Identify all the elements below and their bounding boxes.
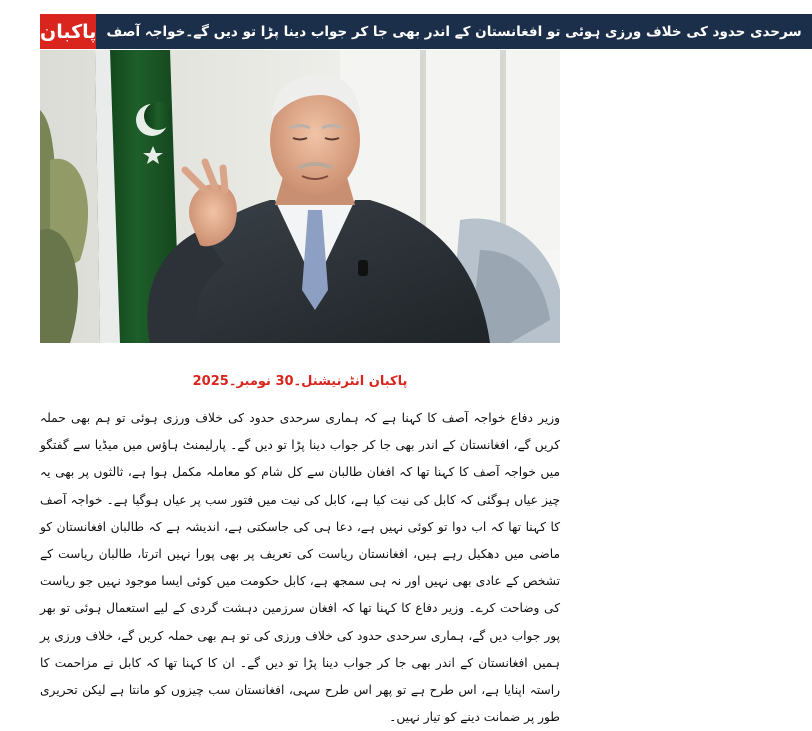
article-body: وزیر دفاع خواجہ آصف کا کہنا ہے کہ ہماری سرحدی حدود کی خلاف ورزی ہوئی تو ہم بھی حملہ کریں گے، افغانستان کے اندر بھی جا کر جواب دینا پڑا تو دیں گے۔ پارلیمنٹ ہاؤس میں میڈیا سے گفتگو میں خواجہ آصف کا کہنا تھا کہ افغان طالبان سے کل شام کو معاملہ مکمل ہوا ہے، ثالثوں پر بھی یہ چیز عیاں ہوگئی کہ کابل کی نیت کیا ہے، کابل کی نیت میں فتور سب پر عیاں ہوگیا ہے۔ خواجہ آصف کا کہنا تھا کہ اب دوا تو کوئی نہیں ہے، دعا ہی کی جاسکتی ہے، اندیشہ ہے کہ طالبان افغانستان کو ماضی میں دھکیل رہے ہیں، افغانستان ریاست کی تعریف پر بھی پورا نہیں اترتا، طالبان ریاست کے تشخص کے عادی بھی نہیں اور نہ ہی سمجھ ہے، کابل حکومت میں کوئی ایسا موجود نہیں جو ریاست کی وضاحت کرے۔ وزیر دفاع کا کہنا تھا کہ افغان سرزمین دہشت گردی کے لیے استعمال ہوئی تو بھر پور جواب دیں گے، ہماری سرحدی حدود کی خلاف ورزی کی تو ہم بھی حملہ کریں گے، خلاف ورزی پر ہمیں افغانستان کے اندر بھی جا کر جواب دینا پڑا تو دیں گے۔ ان کا کہنا تھا کہ کابل نے مزاحمت کا راستہ اپنایا ہے، اس طرح ہے تو پھر اس طرح سہی، افغانستان سب چیزوں کو مانتا ہے لیکن تحریری طور پر ضمانت دینے کو تیار نہیں۔: [40, 411, 560, 725]
headline: سرحدی حدود کی خلاف ورزی ہوئی تو افغانستان کے اندر بھی جا کر جواب دینا پڑا تو دیں گے۔خواجہ آصف: [96, 14, 811, 49]
dateline: پاکبان انٹرنیشنل۔30 نومبر۔2025: [192, 374, 408, 389]
news-header: [40, 14, 802, 49]
brand-logo: پاکبان: [40, 14, 96, 49]
lapel-microphone: [358, 260, 368, 276]
news-photo: [40, 50, 560, 343]
